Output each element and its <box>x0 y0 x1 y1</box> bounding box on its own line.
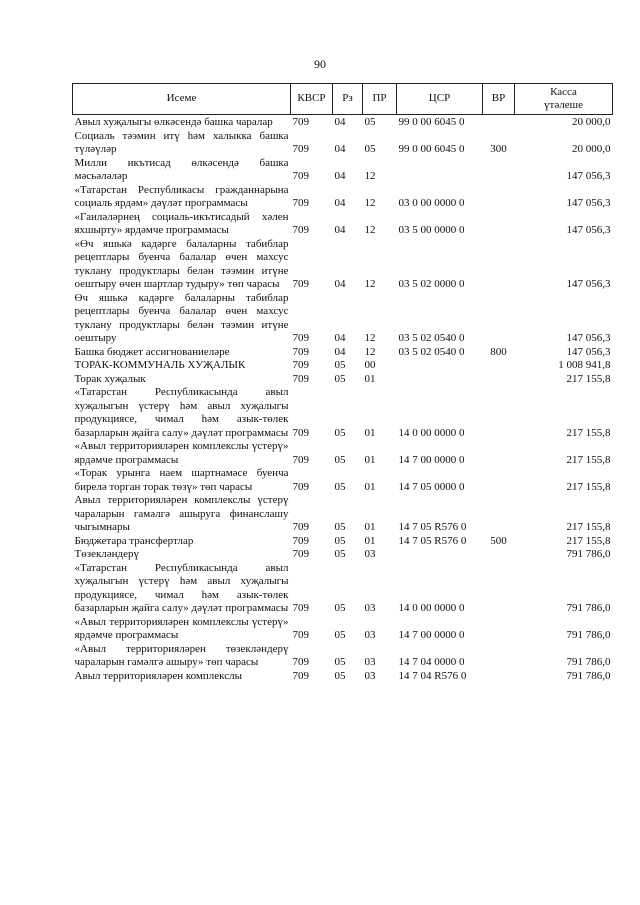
row-vr <box>483 562 515 616</box>
row-vr <box>483 292 515 346</box>
row-rz: 04 <box>334 116 346 128</box>
row-name: «Авыл территорияләрен комплекслы үстерү» ярдәмче программасы <box>74 615 289 641</box>
row-pr: 12 <box>364 278 376 290</box>
table-row <box>73 616 613 643</box>
row-sum: 217 155,8 <box>566 453 611 466</box>
row-name: Бюджетара трансфертлар <box>74 534 194 547</box>
row-kvsr: 709 <box>292 278 309 290</box>
row-csr <box>397 373 483 387</box>
row-kvsr: 709 <box>292 426 309 439</box>
row-kvsr: 709 <box>292 534 309 547</box>
header-pr: ПР <box>363 84 397 115</box>
row-rz: 04 <box>334 197 346 209</box>
table-row <box>73 130 613 157</box>
row-csr: 03 0 00 0000 0 <box>398 197 465 209</box>
row-vr <box>483 643 515 670</box>
row-vr <box>483 670 515 684</box>
row-pr: 03 <box>364 602 376 614</box>
row-sum: 791 786,0 <box>566 656 611 668</box>
table-row <box>73 238 613 292</box>
row-sum: 791 786,0 <box>566 629 611 641</box>
row-kvsr: 709 <box>292 521 309 533</box>
row-csr: 03 5 00 0000 0 <box>398 224 465 236</box>
row-name: Авыл хуҗалыгы өлкәсендә башка чаралар <box>74 116 273 128</box>
table-row <box>73 373 613 387</box>
row-sum: 791 786,0 <box>566 602 611 614</box>
row-vr <box>483 157 515 184</box>
header-csr: ЦСР <box>397 84 483 115</box>
row-sum: 20 000,0 <box>572 143 611 155</box>
header-sum-line2: үтәлеше <box>544 99 583 111</box>
row-name: Авыл территорияләрен комплекслы үстерү чараларын гамәлгә ашыруга финанслашу чыгымнары <box>74 494 289 533</box>
row-vr <box>483 494 515 535</box>
row-sum: 1 008 941,8 <box>558 359 611 371</box>
row-vr: 500 <box>490 534 507 547</box>
row-name: «Авыл территорияләрен комплекслы үстерү» ярдәмче программасы <box>74 440 289 466</box>
row-name: «Татарстан Республикасында авыл хуҗалыгын үстерү һәм авыл хуҗалыгы продукциясе, чимал һәм азык-төлек базарларын җайга салу» дәүләт программасы <box>74 561 289 614</box>
row-sum: 217 155,8 <box>566 521 611 533</box>
row-rz: 04 <box>334 224 346 236</box>
table-row <box>73 292 613 346</box>
row-vr: 800 <box>490 345 507 358</box>
header-rz: Рз <box>333 84 363 115</box>
table-row <box>73 467 613 494</box>
row-pr: 03 <box>364 669 376 682</box>
row-pr: 03 <box>364 656 376 668</box>
row-vr: 300 <box>490 143 507 155</box>
row-rz: 05 <box>334 534 346 547</box>
row-pr: 01 <box>364 480 376 493</box>
row-sum: 147 056,3 <box>566 345 611 358</box>
row-kvsr: 709 <box>292 669 309 682</box>
row-vr <box>483 386 515 440</box>
row-sum: 147 056,3 <box>566 332 611 344</box>
row-pr: 05 <box>364 143 376 155</box>
row-name: ТОРАК-КОММУНАЛЬ ХУҖАЛЫК <box>74 359 246 371</box>
row-pr: 01 <box>364 372 376 385</box>
row-rz: 05 <box>334 548 346 560</box>
row-pr: 03 <box>364 548 376 560</box>
row-rz: 04 <box>334 143 346 155</box>
row-kvsr: 709 <box>292 197 309 209</box>
row-rz: 04 <box>334 278 346 290</box>
row-csr: 03 5 02 0540 0 <box>398 332 465 344</box>
row-kvsr: 709 <box>292 372 309 385</box>
row-name: «Татарстан Республикасы гражданнарына социаль ярдәм» дәүләт программасы <box>74 183 289 209</box>
row-kvsr: 709 <box>292 656 309 668</box>
row-csr <box>397 359 483 373</box>
table-row <box>73 562 613 616</box>
row-csr: 99 0 00 6045 0 <box>398 143 465 155</box>
row-rz: 05 <box>334 656 346 668</box>
row-name: «Гаиләләрнең социаль-икътисадый хәлен яхшырту» ярдәмче программасы <box>74 210 289 236</box>
row-name: «Татарстан Республикасында авыл хуҗалыгын үстерү һәм авыл хуҗалыгы продукциясе, чимал һәм азык-төлек базарларын җайга салу» дәүләт программасы <box>74 386 289 439</box>
row-rz: 05 <box>334 602 346 614</box>
header-vr: ВР <box>483 84 515 115</box>
table-body <box>73 115 613 684</box>
row-vr <box>483 238 515 292</box>
row-rz: 05 <box>334 426 346 439</box>
row-csr: 14 7 04 R576 0 <box>398 669 467 682</box>
row-csr: 03 5 02 0000 0 <box>398 278 465 290</box>
row-csr: 14 7 05 0000 0 <box>398 480 465 493</box>
row-pr: 01 <box>364 521 376 533</box>
row-name: Милли икътисад өлкәсендә башка мәсьәләләр <box>74 156 289 182</box>
table-row <box>73 535 613 549</box>
row-sum: 791 786,0 <box>566 548 611 560</box>
table-row <box>73 548 613 562</box>
row-sum: 217 155,8 <box>566 372 611 385</box>
row-csr: 14 7 00 0000 0 <box>398 453 465 466</box>
row-rz: 05 <box>334 453 346 466</box>
row-csr: 14 7 04 0000 0 <box>398 656 465 668</box>
row-pr: 05 <box>364 116 376 128</box>
row-name: «Өч яшькә кадәрге балаларны табиблар рецептлары буенча балалар өчен махсус туклану продуктлары белән тәэмин итүне оештыру өчен шартлар тудыру» төп чарасы <box>74 237 289 290</box>
header-name: Исеме <box>73 84 291 115</box>
row-sum: 147 056,3 <box>566 278 611 290</box>
header-kvsr: КВСР <box>291 84 333 115</box>
row-pr: 03 <box>364 629 376 641</box>
row-vr <box>483 548 515 562</box>
row-kvsr: 709 <box>292 480 309 493</box>
row-csr: 14 0 00 0000 0 <box>398 602 465 614</box>
row-rz: 04 <box>334 332 346 344</box>
row-kvsr: 709 <box>292 143 309 155</box>
table-row <box>73 643 613 670</box>
row-rz: 05 <box>334 521 346 533</box>
row-sum: 791 786,0 <box>566 669 611 682</box>
table-row <box>73 359 613 373</box>
row-kvsr: 709 <box>292 629 309 641</box>
table-row <box>73 115 613 130</box>
header-sum-line1: Касса <box>550 86 577 98</box>
table-row <box>73 440 613 467</box>
row-pr: 12 <box>364 345 376 358</box>
row-sum: 147 056,3 <box>566 197 611 209</box>
row-csr: 99 0 00 6045 0 <box>398 116 465 128</box>
table-row <box>73 157 613 184</box>
row-name: Торак хуҗалык <box>74 372 146 385</box>
row-csr: 14 7 00 0000 0 <box>398 629 465 641</box>
row-pr: 12 <box>364 332 376 344</box>
row-sum: 147 056,3 <box>566 224 611 236</box>
row-csr: 14 7 05 R576 0 <box>398 534 467 547</box>
row-csr: 14 0 00 0000 0 <box>398 426 465 439</box>
row-rz: 04 <box>334 170 346 182</box>
table-header <box>73 84 613 115</box>
row-pr: 12 <box>364 224 376 236</box>
row-pr: 01 <box>364 426 376 439</box>
row-name: Социаль тәэмин итү һәм халыкка башка түләүләр <box>74 129 289 155</box>
row-csr: 14 7 05 R576 0 <box>398 521 467 533</box>
row-pr: 01 <box>364 453 376 466</box>
row-kvsr: 709 <box>292 548 309 560</box>
row-pr: 01 <box>364 534 376 547</box>
row-sum: 20 000,0 <box>572 116 611 128</box>
row-vr <box>483 373 515 387</box>
row-csr <box>397 548 483 562</box>
row-rz: 05 <box>334 359 346 371</box>
row-csr: 03 5 02 0540 0 <box>398 345 465 358</box>
row-name: «Авыл территорияләрен төзекләндерү чараларын гамәлгә ашыру» төп чарасы <box>74 642 289 668</box>
row-kvsr: 709 <box>292 453 309 466</box>
row-kvsr: 709 <box>292 116 309 128</box>
row-sum: 147 056,3 <box>566 170 611 182</box>
row-pr: 12 <box>364 197 376 209</box>
budget-table <box>72 83 613 683</box>
table-row <box>73 386 613 440</box>
row-rz: 04 <box>334 345 346 358</box>
row-vr <box>483 467 515 494</box>
row-vr <box>483 359 515 373</box>
row-kvsr: 709 <box>292 332 309 344</box>
row-vr <box>483 211 515 238</box>
row-kvsr: 709 <box>292 345 309 358</box>
table-row <box>73 184 613 211</box>
row-rz: 05 <box>334 372 346 385</box>
row-pr: 12 <box>364 170 376 182</box>
row-name: Төзекләндерү <box>74 548 140 560</box>
row-kvsr: 709 <box>292 224 309 236</box>
row-csr <box>397 157 483 184</box>
row-name: Өч яшькә кадәрге балаларны табиблар рецептлары буенча балалар өчен махсус туклану продуктлары белән тәэмин итүне оештыру <box>74 291 289 344</box>
row-pr: 00 <box>364 359 376 371</box>
row-rz: 05 <box>334 480 346 493</box>
row-vr <box>483 115 515 130</box>
row-sum: 217 155,8 <box>566 426 611 439</box>
table-row <box>73 211 613 238</box>
header-sum <box>515 84 613 115</box>
table-row <box>73 494 613 535</box>
row-vr <box>483 440 515 467</box>
row-name: «Торак урынга наем шартнамәсе буенча бирелә торган торак төзү» төп чарасы <box>74 467 289 493</box>
page-number: 90 <box>314 57 326 71</box>
row-name: Авыл территорияләрен комплекслы <box>74 669 242 682</box>
table-row <box>73 670 613 684</box>
row-rz: 05 <box>334 669 346 682</box>
row-kvsr: 709 <box>292 170 309 182</box>
row-vr <box>483 184 515 211</box>
table-row <box>73 346 613 360</box>
row-sum: 217 155,8 <box>566 480 611 493</box>
row-name: Башка бюджет ассигнованиеләре <box>74 345 230 358</box>
row-vr <box>483 616 515 643</box>
row-sum: 217 155,8 <box>566 534 611 547</box>
row-kvsr: 709 <box>292 602 309 614</box>
row-kvsr: 709 <box>292 359 309 371</box>
row-rz: 05 <box>334 629 346 641</box>
